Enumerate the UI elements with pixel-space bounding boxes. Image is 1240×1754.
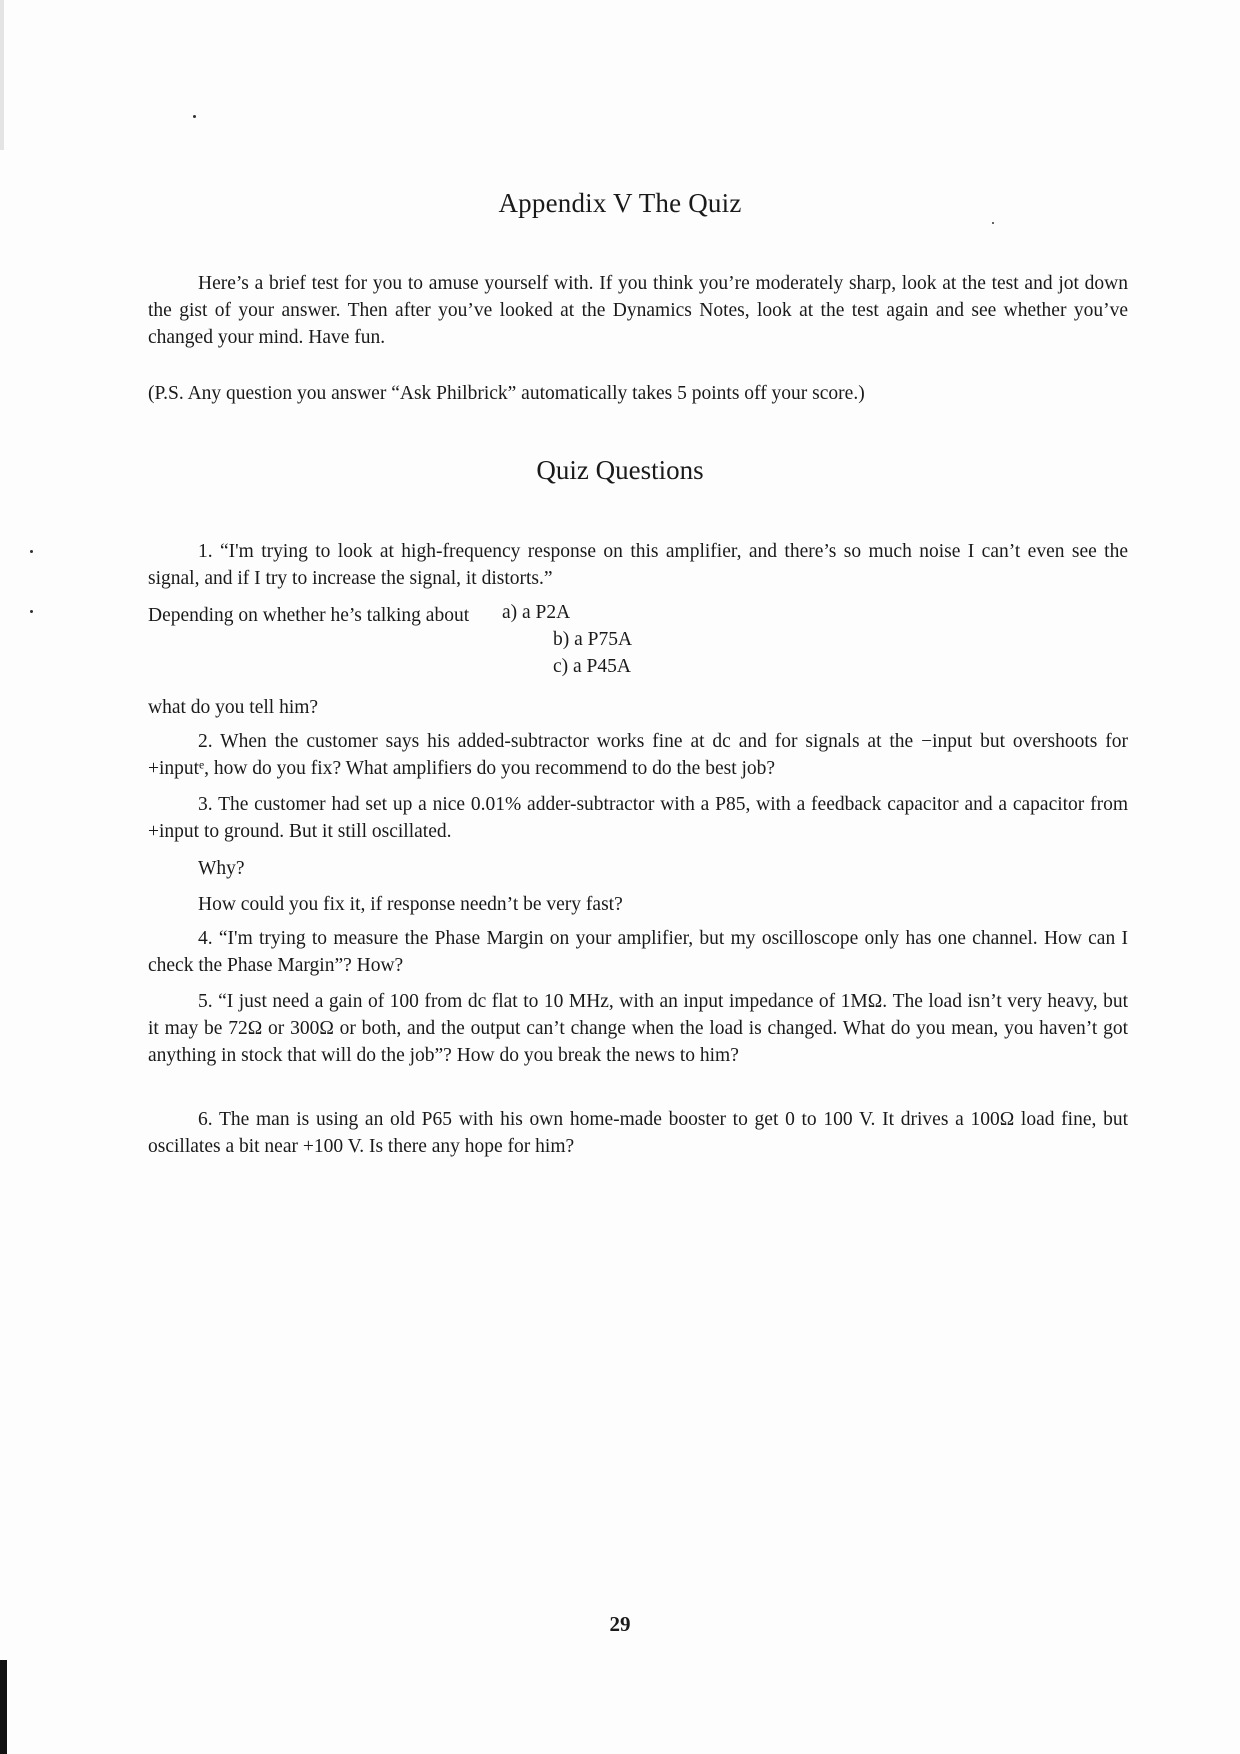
section-title: Quiz Questions [536,455,704,485]
question-6: 6. The man is using an old P65 with his own home-made booster to get 0 to 100 V. It drives a 100Ω load fine, but oscillates a bit near +100 V. Is there any hope for him? [148,1109,1128,1157]
scan-speck [193,115,196,118]
question-1-lead: Depending on whether he’s talking about [148,605,470,626]
question-3-why: Why? [198,858,245,879]
question-1: 1. “I'm trying to look at high-frequency response on this amplifier, and there’s so much noise I can’t even see the signal, and if I try to increase the signal, it distorts.” [148,541,1128,589]
ps-note: (P.S. Any question you answer “Ask Philbrick” automatically takes 5 points off your score.) [148,383,865,404]
question-5: 5. “I just need a gain of 100 from dc flat to 10 MHz, with an input impedance of 1MΩ. The load isn’t very heavy, but it may be 72Ω or 300Ω or both, and the output can’t change when the load is changed. What do you mean, you haven’t got anything in stock that will do the job”? How do you break the news to him? [148,991,1128,1066]
scan-edge-bottom-left [0,1660,7,1754]
question-1-follow: what do you tell him? [148,697,319,718]
intro-paragraph: Here’s a brief test for you to amuse yourself with. If you think you’re moderately sharp, look at the test and jot down the gist of your answer. Then after you’ve looked at the Dynamics Notes, look at the test again and see whether you’ve changed your mind. Have fun. [148,273,1128,348]
question-3-how: How could you fix it, if response needn’t be very fast? [198,894,623,915]
question-1-option-c: c) a P45A [553,656,631,677]
scan-speck [992,222,994,224]
scan-edge-top [0,0,4,150]
question-1-option-b: b) a P75A [553,629,633,650]
scan-speck [30,610,33,613]
question-4: 4. “I'm trying to measure the Phase Margin on your amplifier, but my oscilloscope only has one channel. How can I check the Phase Margin”? How? [148,928,1128,976]
question-1-option-a: a) a P2A [502,602,571,623]
question-3: 3. The customer had set up a nice 0.01% adder-subtractor with a P85, with a feedback capacitor and a capacitor from +input to ground. But it still oscillated. [148,794,1128,842]
page-number: 29 [609,1612,631,1636]
appendix-title: Appendix V The Quiz [498,188,742,218]
question-2: 2. When the customer says his added-subtractor works fine at dc and for signals at the −input but overshoots for +inputᵉ, how do you fix? What amplifiers do you recommend to do the best job? [148,731,1128,779]
scan-speck [30,550,33,553]
